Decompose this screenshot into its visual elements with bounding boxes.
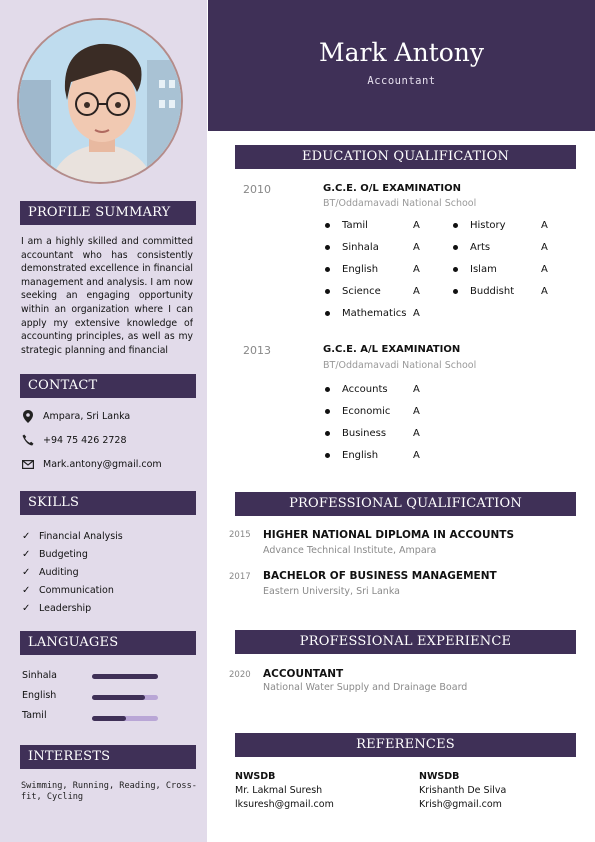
contact-heading: CONTACT: [20, 374, 196, 398]
education-school: BT/Oddamavadi National School: [323, 198, 477, 209]
reference-name: Krishanth De Silva: [419, 785, 507, 796]
contact-location: [21, 408, 130, 424]
subject-grade: A: [541, 286, 548, 297]
education-title: G.C.E. A/L EXAMINATION: [323, 344, 461, 355]
qualification-title: HIGHER NATIONAL DIPLOMA IN ACCOUNTS: [263, 529, 515, 541]
skill-item: [22, 585, 114, 596]
references-heading: REFERENCES: [235, 733, 576, 757]
subject-grade: A: [413, 220, 420, 231]
contact-email-text: Mark.antony@gmail.com: [43, 458, 162, 470]
profile-summary-text: I am a highly skilled and committed accountant who has consistently demonstrated excellence in financial management and analysis. I am now seeking an engaging opportunity within an organization where I can apply my extensive knowledge of accounting principles, as well as my strategic planning and financial: [21, 236, 193, 356]
location-pin-icon: [21, 409, 35, 423]
reference-email[interactable]: lksuresh@gmail.com: [235, 799, 334, 810]
contact-email[interactable]: [21, 456, 162, 472]
language-label: Tamil: [22, 710, 47, 721]
language-label: English: [22, 690, 57, 701]
skill-label: Financial Analysis: [39, 531, 123, 542]
header-banner: [208, 0, 595, 131]
subject-item: English: [325, 450, 378, 461]
subject-item: Sinhala: [325, 242, 379, 253]
bullet-icon: [325, 245, 330, 250]
reference-card: [235, 770, 334, 812]
subject-item: Business: [325, 428, 386, 439]
skill-label: Budgeting: [39, 549, 88, 560]
email-icon: [21, 457, 35, 471]
subject-grade: A: [413, 406, 420, 417]
subject-item: English: [325, 264, 378, 275]
subject-item: History: [453, 220, 506, 231]
bullet-icon: [325, 453, 330, 458]
contact-location-text: Ampara, Sri Lanka: [43, 410, 131, 422]
education-heading: EDUCATION QUALIFICATION: [235, 145, 576, 169]
skills-heading: SKILLS: [20, 491, 196, 515]
subject-item: Mathematics: [325, 308, 406, 319]
bullet-icon: [325, 387, 330, 392]
language-level-bar: [92, 674, 158, 679]
skill-label: Communication: [39, 585, 114, 596]
subject-grade: A: [413, 428, 420, 439]
subject-grade: A: [413, 384, 420, 395]
bullet-icon: [325, 311, 330, 316]
education-year: 2013: [243, 344, 271, 357]
reference-name: Mr. Lakmal Suresh: [235, 785, 323, 796]
skill-item: [22, 549, 88, 560]
checkmark-icon: ✓: [22, 531, 31, 542]
interests-text: Swimming, Running, Reading, Cross-fit, Cycling: [21, 781, 197, 802]
professional-qualification-heading: PROFESSIONAL QUALIFICATION: [235, 492, 576, 516]
education-year: 2010: [243, 183, 271, 196]
subject-item: Tamil: [325, 220, 368, 231]
bullet-icon: [325, 267, 330, 272]
subject-grade: A: [413, 286, 420, 297]
reference-org: NWSDB: [235, 771, 276, 782]
experience-year: 2020: [229, 670, 251, 680]
skill-label: Auditing: [39, 567, 79, 578]
checkmark-icon: ✓: [22, 549, 31, 560]
experience-title: ACCOUNTANT: [263, 668, 344, 680]
qualification-year: 2017: [229, 572, 251, 582]
qualification-year: 2015: [229, 530, 251, 540]
sidebar: [0, 0, 207, 842]
subject-item: Science: [325, 286, 381, 297]
contact-phone-text: +94 75 426 2728: [43, 434, 127, 446]
checkmark-icon: ✓: [22, 585, 31, 596]
subject-item: Islam: [453, 264, 497, 275]
education-title: G.C.E. O/L EXAMINATION: [323, 183, 461, 194]
reference-email[interactable]: Krish@gmail.com: [419, 799, 502, 810]
subject-grade: A: [413, 264, 420, 275]
profile-summary-heading: PROFILE SUMMARY: [20, 201, 196, 225]
education-school: BT/Oddamavadi National School: [323, 360, 477, 371]
profile-photo: [17, 18, 183, 184]
qualification-institute: Advance Technical Institute, Ampara: [263, 545, 437, 556]
language-level-bar: [92, 716, 158, 721]
subject-item: Arts: [453, 242, 490, 253]
languages-heading: LANGUAGES: [20, 631, 196, 655]
professional-experience-heading: PROFESSIONAL EXPERIENCE: [235, 630, 576, 654]
checkmark-icon: ✓: [22, 567, 31, 578]
subject-grade: A: [541, 264, 548, 275]
qualification-institute: Eastern University, Sri Lanka: [263, 586, 400, 597]
avatar-illustration: [19, 20, 183, 184]
reference-org: NWSDB: [419, 771, 460, 782]
skill-item: [22, 531, 123, 542]
skill-item: [22, 603, 91, 614]
skill-label: Leadership: [39, 603, 92, 614]
bullet-icon: [325, 409, 330, 414]
job-title: Accountant: [367, 75, 436, 87]
skill-item: [22, 567, 79, 578]
experience-company: National Water Supply and Drainage Board: [263, 682, 468, 693]
language-label: Sinhala: [22, 670, 57, 681]
bullet-icon: [325, 223, 330, 228]
language-level-fill: [92, 716, 126, 721]
subject-grade: A: [413, 450, 420, 461]
subject-grade: A: [541, 220, 548, 231]
subject-item: Economic: [325, 406, 390, 417]
subject-grade: A: [541, 242, 548, 253]
bullet-icon: [453, 245, 458, 250]
bullet-icon: [453, 267, 458, 272]
language-level-bar: [92, 695, 158, 700]
bullet-icon: [325, 431, 330, 436]
person-name: Mark Antony: [318, 38, 485, 67]
phone-icon: [21, 433, 35, 447]
subject-grade: A: [413, 308, 420, 319]
subject-item: Buddisht: [453, 286, 514, 297]
qualification-title: BACHELOR OF BUSINESS MANAGEMENT: [263, 570, 497, 582]
bullet-icon: [325, 289, 330, 294]
bullet-icon: [453, 223, 458, 228]
contact-phone[interactable]: [21, 432, 127, 448]
subject-grade: A: [413, 242, 420, 253]
bullet-icon: [453, 289, 458, 294]
reference-card: [419, 770, 506, 812]
language-level-fill: [92, 695, 145, 700]
subject-item: Accounts: [325, 384, 388, 395]
interests-heading: INTERESTS: [20, 745, 196, 769]
language-level-fill: [92, 674, 158, 679]
checkmark-icon: ✓: [22, 603, 31, 614]
